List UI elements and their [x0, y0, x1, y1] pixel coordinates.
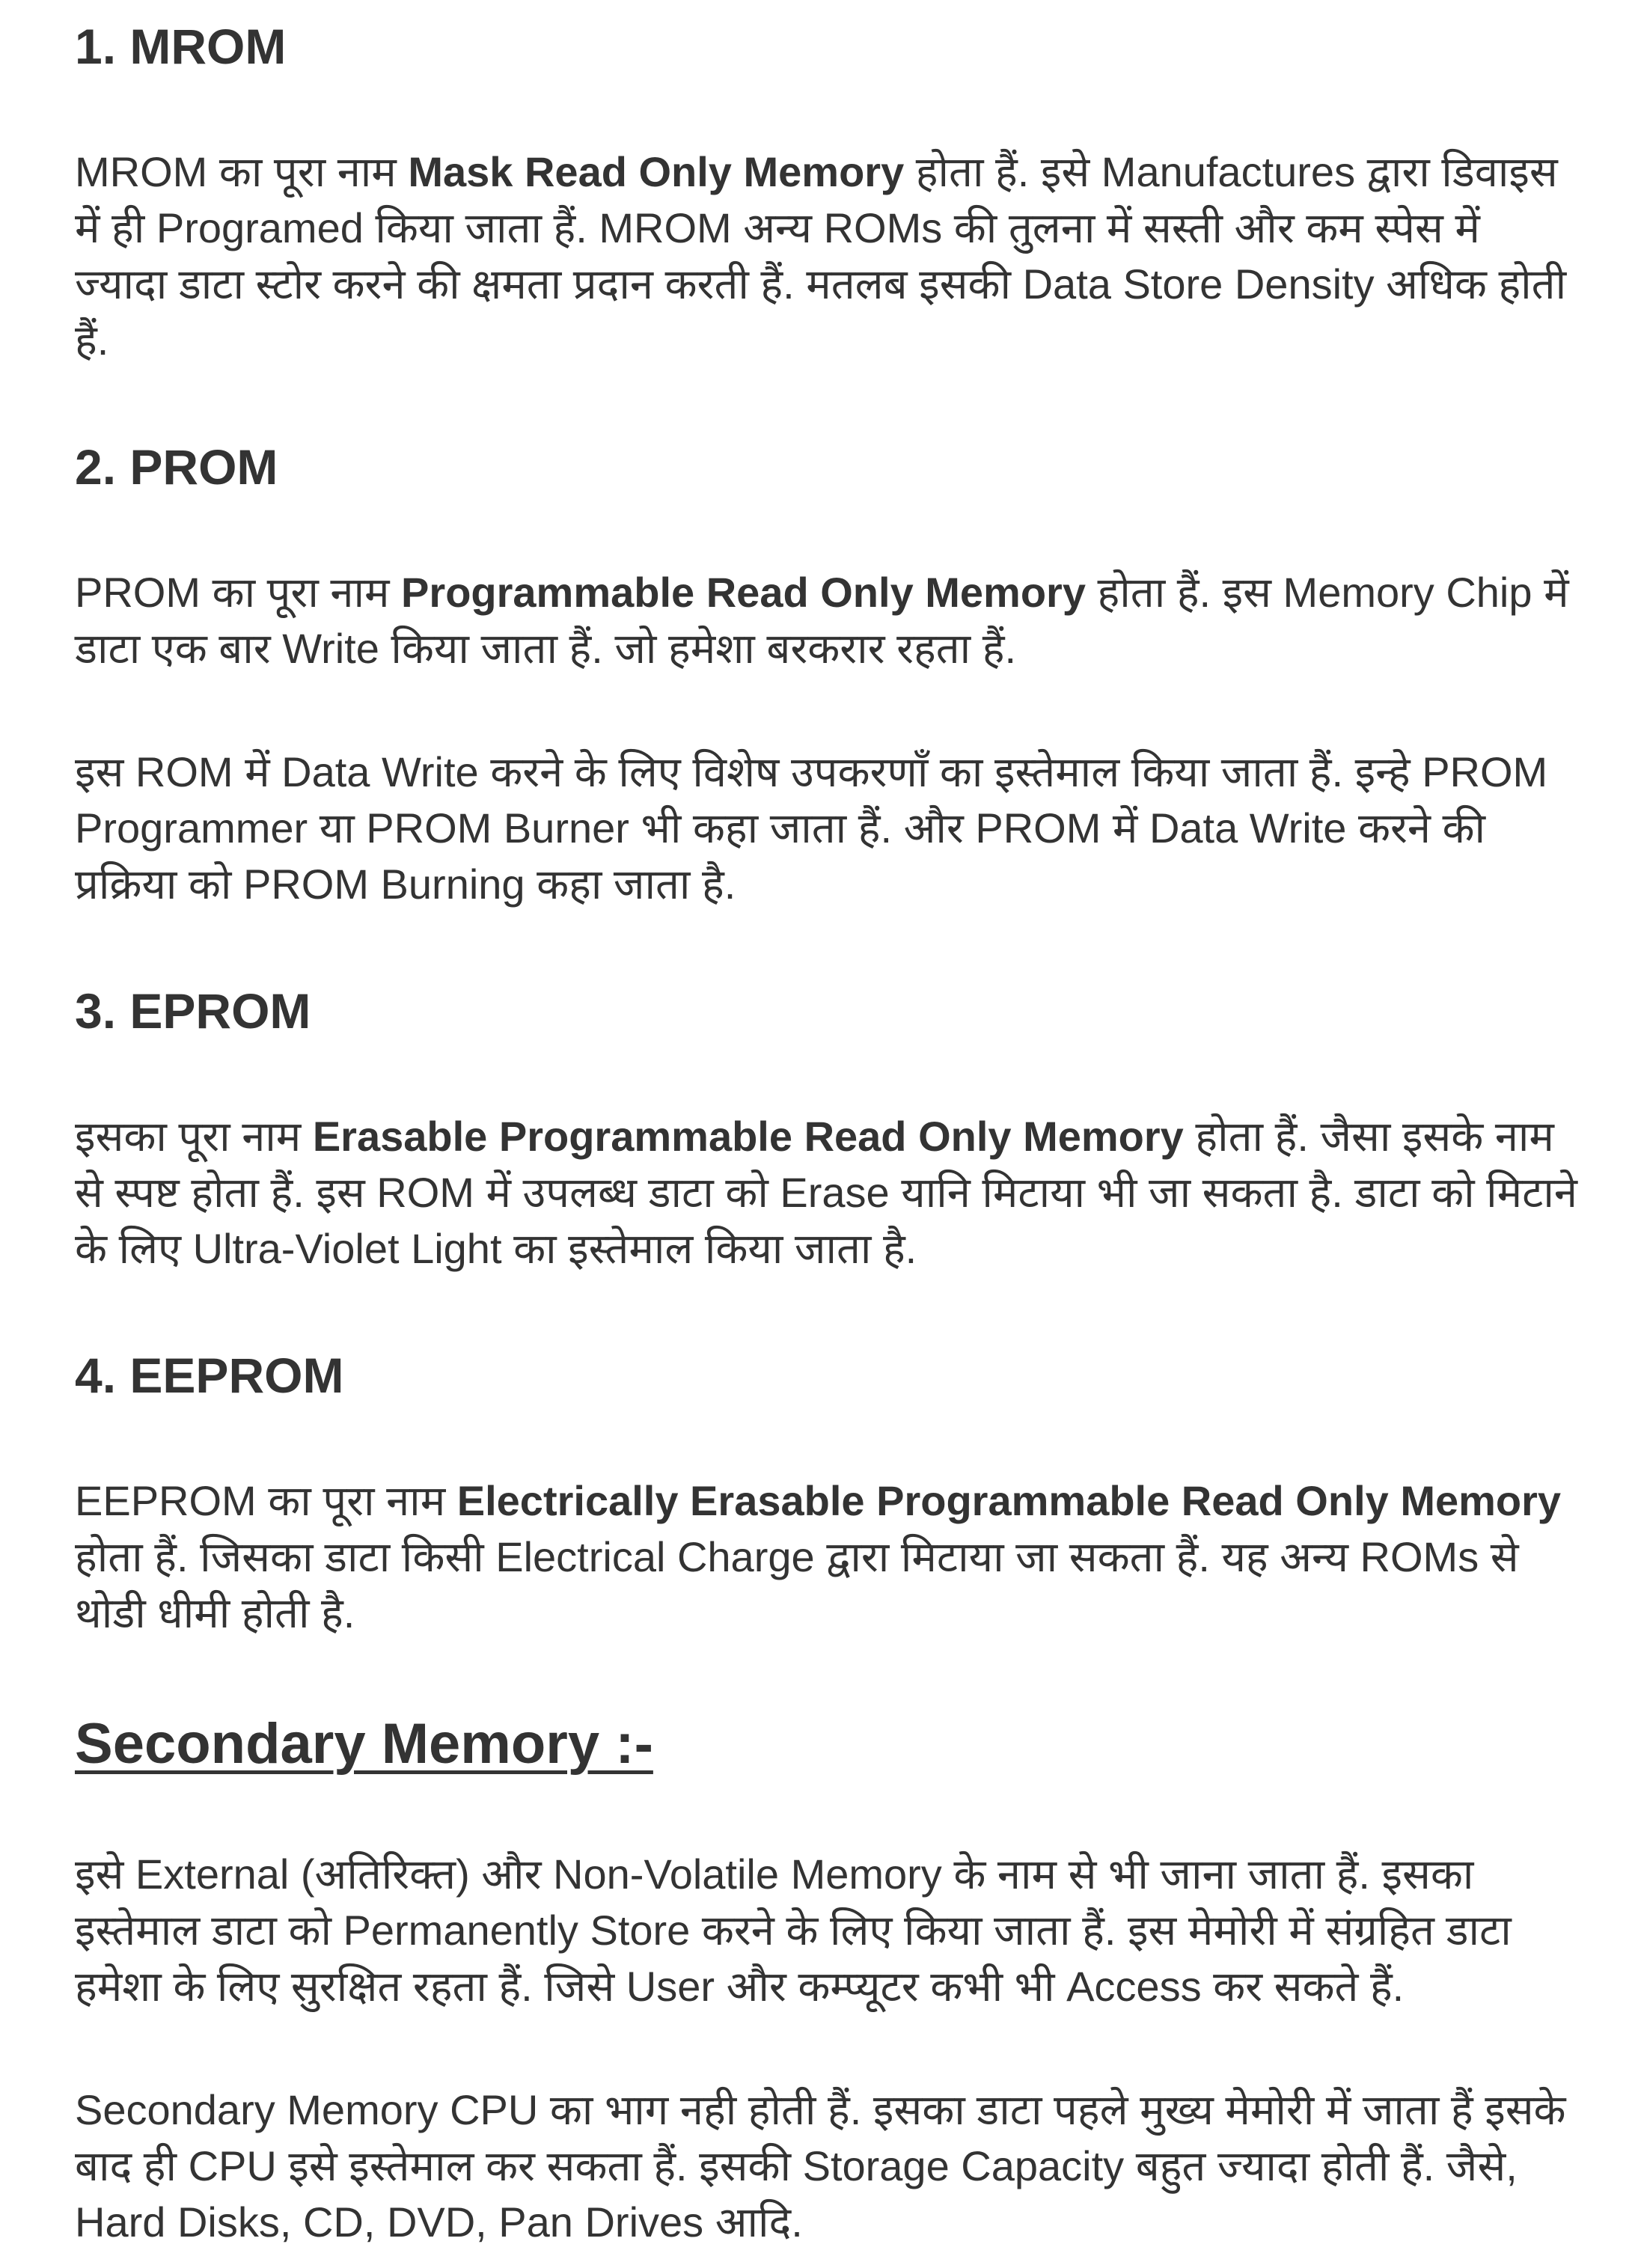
prom-paragraph-1	[75, 564, 1579, 676]
section-heading-eeprom: 4. EEPROM	[75, 1348, 344, 1403]
section-heading-eprom: 3. EPROM	[75, 983, 311, 1039]
section-heading-mrom: 1. MROM	[75, 19, 287, 74]
document-page	[75, 15, 1579, 2250]
section-heading-prom: 2. PROM	[75, 439, 278, 495]
eprom-full-name: Erasable Programmable Read Only Memory	[312, 1113, 1184, 1160]
eeprom-paragraph	[75, 1473, 1579, 1641]
secondary-paragraph-1: इसे External (अतिरिक्त) और Non-Volatile Memory के नाम से भी जाना जाता हैं. इसका इस्तेमाल डाटा को Permanently Store करने के लिए किया जाता हैं. इस मेमोरी में संग्रहित डाटा हमेशा के लिए सुरक्षित रहता हैं. जिसे User और कम्प्यूटर कभी भी Access कर सकते हैं.	[75, 1850, 1512, 2010]
eprom-paragraph-pre: इसका पूरा नाम	[75, 1113, 313, 1160]
prom-paragraph-post: होता हैं. इस Memory Chip में डाटा एक बार Write किया जाता हैं. जो हमेशा बरकरार रहता हैं.	[75, 569, 1569, 672]
prom-paragraph-2: इस ROM में Data Write करने के लिए विशेष उपकरणाँ का इस्तेमाल किया जाता हैं. इन्हे PROM Programmer या PROM Burner भी कहा जाता हैं. और PROM में Data Write करने की प्रक्रिया को PROM Burning कहा जाता है.	[75, 748, 1548, 908]
mrom-paragraph-pre: MROM का पूरा नाम	[75, 148, 409, 195]
eeprom-paragraph-pre: EEPROM का पूरा नाम	[75, 1477, 457, 1524]
secondary-memory-heading: Secondary Memory :-	[75, 1712, 653, 1776]
eprom-paragraph	[75, 1108, 1579, 1277]
prom-full-name: Programmable Read Only Memory	[401, 569, 1086, 616]
prom-paragraph-pre: PROM का पूरा नाम	[75, 569, 402, 616]
secondary-paragraph-2: Secondary Memory CPU का भाग नही होती हैं. इसका डाटा पहले मुख्य मेमोरी में जाता हैं इसके बाद ही CPU इसे इस्तेमाल कर सकता हैं. इसकी Storage Capacity बहुत ज्यादा होती हैं. जैसे, Hard Disks, CD, DVD, Pan Drives आदि.	[75, 2086, 1566, 2246]
mrom-full-name: Mask Read Only Memory	[408, 148, 905, 195]
eprom-paragraph-post: होता हैं. जैसा इसके नाम से स्पष्ट होता हैं. इस ROM में उपलब्ध डाटा को Erase यानि मिटाया भी जा सकता है. डाटा को मिटाने के लिए Ultra-Violet Light का इस्तेमाल किया जाता है.	[75, 1113, 1577, 1272]
eeprom-paragraph-post: होता हैं. जिसका डाटा किसी Electrical Charge द्वारा मिटाया जा सकता हैं. यह अन्य ROMs से थोडी धीमी होती है.	[75, 1533, 1519, 1636]
mrom-paragraph-post: होता हैं. इसे Manufactures द्वारा डिवाइस में ही Programed किया जाता हैं. MROM अन्य ROMs की तुलना में सस्ती और कम स्पेस में ज्यादा डाटा स्टोर करने की क्षमता प्रदान करती हैं. मतलब इसकी Data Store Density अधिक होती हैं.	[75, 148, 1567, 364]
eeprom-full-name: Electrically Erasable Programmable Read Only Memory	[456, 1477, 1562, 1524]
mrom-paragraph	[75, 144, 1579, 368]
